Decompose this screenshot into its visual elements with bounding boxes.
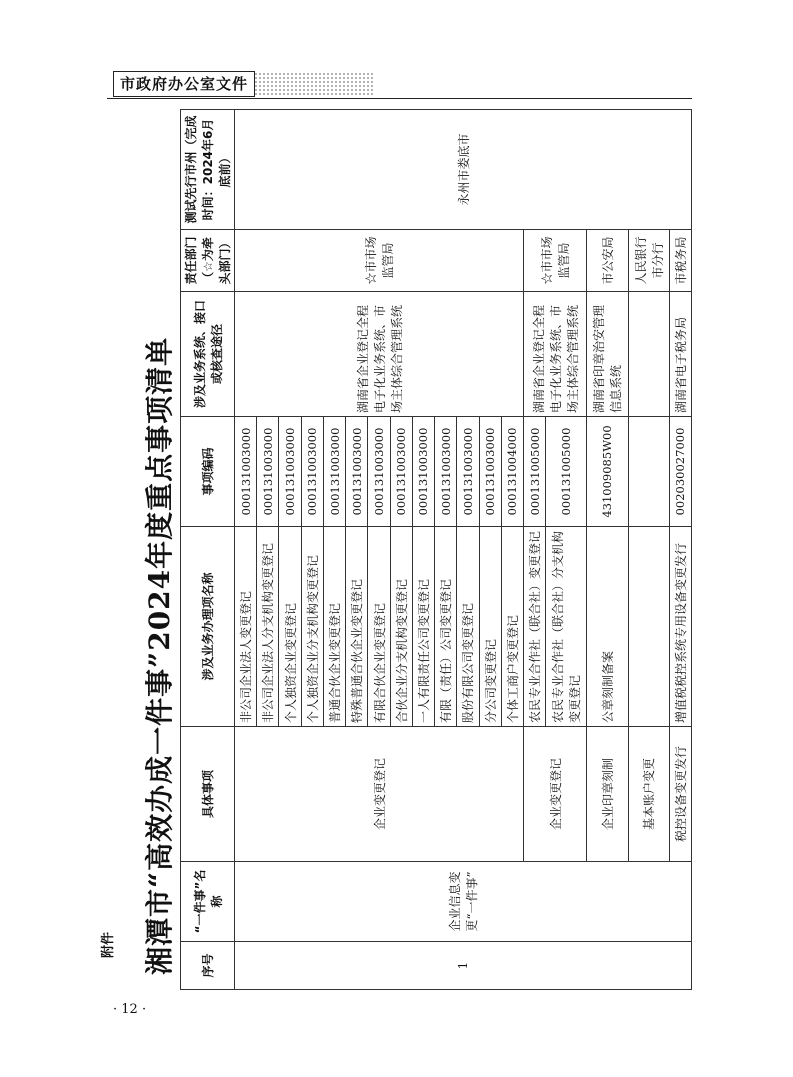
system-cell: 湖南省企业登记全程电子化业务系统、市场主体综合管理系统	[524, 292, 587, 417]
header-rule	[107, 98, 692, 99]
business-name-cell: 增值税税控系统专用设备变更发行	[669, 527, 691, 727]
code-cell: 000131005000	[524, 417, 546, 527]
business-name-cell: 个体工商户变更登记	[501, 527, 523, 727]
dept-cell: 人民银行市分行	[628, 230, 669, 292]
seq-cell: 1	[235, 942, 692, 990]
code-cell: 000131003000	[435, 417, 457, 527]
item-cell: 企业变更登记	[524, 727, 587, 862]
document-header-tag: 市政府办公室文件	[113, 71, 255, 97]
col-header-pilot-city: 测试先行市州（完成时间：2024年6月底前）	[181, 110, 235, 230]
code-cell: 002030027000	[669, 417, 691, 527]
dept-cell: 市税务局	[669, 230, 691, 292]
code-cell: 000131003000	[279, 417, 301, 527]
business-name-cell: 普通合伙企业变更登记	[323, 527, 345, 727]
table-row	[587, 110, 628, 990]
code-cell: 000131003000	[346, 417, 368, 527]
system-cell: 湖南省电子税务局	[669, 292, 691, 417]
item-cell: 企业印章刻制	[587, 727, 628, 862]
matters-table	[180, 109, 692, 990]
code-cell: 000131004000	[501, 417, 523, 527]
table-row	[235, 110, 257, 990]
col-header-code: 事项编码	[181, 417, 235, 527]
table-row	[628, 110, 669, 990]
business-name-cell: 农民专业合作社（联合社）变更登记	[524, 527, 546, 727]
business-name-cell: 个人独资企业分支机构变更登记	[301, 527, 323, 727]
rotated-table-wrapper	[180, 110, 692, 990]
pilot-city-cell: 永州市娄底市	[235, 110, 692, 230]
col-header-seq: 序号	[181, 942, 235, 990]
system-cell: 湖南省企业登记全程电子化业务系统、市场主体综合管理系统	[235, 292, 524, 417]
code-cell: 000131003000	[412, 417, 434, 527]
business-name-cell: 农民专业合作社（联合社）分支机构变更登记	[546, 527, 587, 727]
event-name-cell: 企业信息变更“一件事”	[235, 862, 692, 942]
code-cell: 000131003000	[323, 417, 345, 527]
table-header-row	[181, 110, 235, 990]
code-cell: 000131003000	[257, 417, 279, 527]
item-cell: 企业变更登记	[235, 727, 524, 862]
code-cell: 000131005000	[546, 417, 587, 527]
page-number: · 12 ·	[113, 1002, 147, 1017]
code-cell: 431009085W00	[587, 417, 628, 527]
dept-cell: ☆市市场监管局	[235, 230, 524, 292]
business-name-cell: 一人有限责任公司变更登记	[412, 527, 434, 727]
col-header-item: 具体事项	[181, 727, 235, 862]
table-body	[235, 110, 692, 990]
page-title: 湘潭市“高效办成一件事”2024年度重点事项清单	[143, 336, 176, 975]
business-name-cell: 有限合伙企业变更登记	[368, 527, 390, 727]
dept-cell: ☆市市场监管局	[524, 230, 587, 292]
business-name-cell: 个人独资企业变更登记	[279, 527, 301, 727]
table-row	[524, 110, 546, 990]
business-name-cell: 有限（责任）公司变更登记	[435, 527, 457, 727]
dept-cell: 市公安局	[587, 230, 628, 292]
business-name-cell: 股份有限公司变更登记	[457, 527, 479, 727]
code-cell: 000131003000	[235, 417, 257, 527]
code-cell: 000131003000	[390, 417, 412, 527]
business-name-cell: 公章刻制备案	[587, 527, 628, 727]
col-header-dept: 责任部门（☆为牵头部门）	[181, 230, 235, 292]
item-cell: 基本账户变更	[628, 727, 669, 862]
code-cell: 000131003000	[457, 417, 479, 527]
business-name-cell: 合伙企业分支机构变更登记	[390, 527, 412, 727]
col-header-system: 涉及业务系统、接口或核查途径	[181, 292, 235, 417]
attachment-label: 附件	[101, 931, 116, 958]
business-name-cell: 非公司企业法人分支机构变更登记	[257, 527, 279, 727]
system-cell	[628, 292, 669, 417]
code-cell: 000131003000	[368, 417, 390, 527]
col-header-business-name: 涉及业务办理项名称	[181, 527, 235, 727]
system-cell: 湖南省印章治安管理信息系统	[587, 292, 628, 417]
business-name-cell	[628, 527, 669, 727]
table-row	[669, 110, 691, 990]
business-name-cell: 分公司变更登记	[479, 527, 501, 727]
code-cell: 000131003000	[479, 417, 501, 527]
business-name-cell: 非公司企业法人变更登记	[235, 527, 257, 727]
business-name-cell: 特殊普通合伙企业变更登记	[346, 527, 368, 727]
code-cell	[628, 417, 669, 527]
col-header-event-name: “一件事”名称	[181, 862, 235, 942]
item-cell: 税控设备变更发行	[669, 727, 691, 862]
code-cell: 000131003000	[301, 417, 323, 527]
